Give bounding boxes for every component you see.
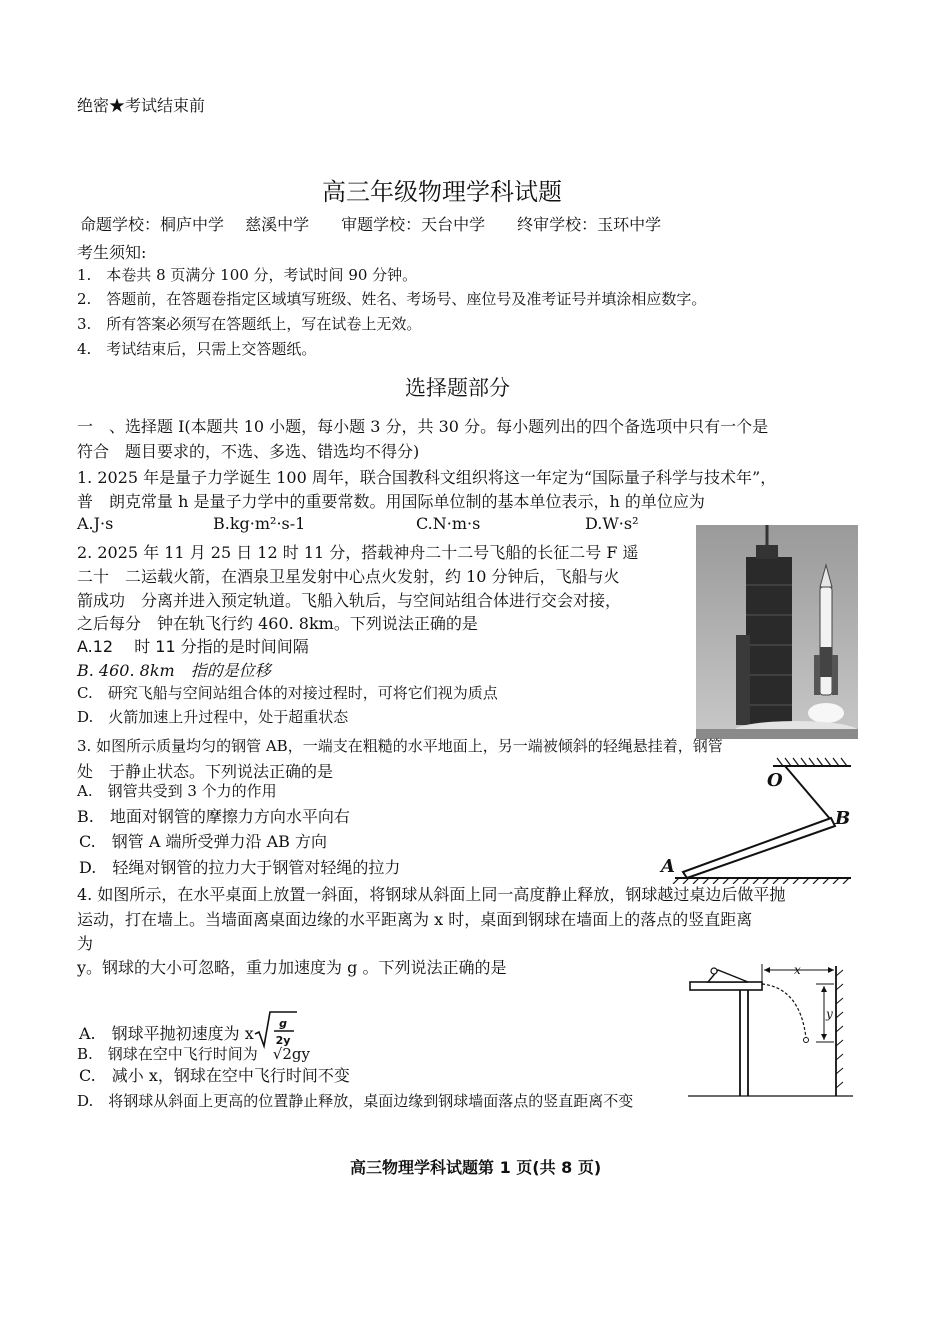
q3-option-d: D. 轻绳对钢管的拉力大于钢管对轻绳的拉力 bbox=[79, 858, 401, 877]
q1-option-b: B.kg·m²·s-1 bbox=[213, 514, 306, 533]
label-y: y bbox=[826, 1007, 833, 1021]
q4-stem-line: 为 bbox=[77, 934, 94, 953]
label-o: O bbox=[767, 770, 783, 791]
q2-option-c: C. 研究飞船与空间站组合体的对接过程时，可将它们视为质点 bbox=[77, 684, 498, 702]
notice-heading: 考生须知: bbox=[77, 243, 147, 262]
q4-option-a-text: A. 钢球平抛初速度为 x bbox=[79, 1023, 254, 1043]
label-b: B bbox=[835, 808, 851, 829]
q2-option-d: D. 火箭加速上升过程中，处于超重状态 bbox=[77, 708, 349, 726]
page-footer: 高三物理学科试题第 1 页(共 8 页) bbox=[350, 1158, 602, 1177]
label-a: A bbox=[661, 856, 675, 877]
steel-pipe-diagram bbox=[655, 754, 855, 884]
q3-stem-line: 3. 如图所示质量均匀的钢管 AB，一端支在粗糙的水平地面上，另一端被倾斜的轻绳悬挂着，钢管 bbox=[77, 737, 723, 755]
q4-stem-line: y。钢球的大小可忽略，重力加速度为 g 。下列说法正确的是 bbox=[77, 958, 507, 977]
notice-item: 3. 所有答案必须写在答题纸上，写在试卷上无效。 bbox=[77, 315, 422, 333]
q2-option-b: B. 460. 8km 指的是位移 bbox=[77, 661, 271, 680]
q1-stem-line: 1. 2025 年是量子力学诞生 100 周年，联合国教科文组织将这一年定为“国际量子科学与技术年”， bbox=[77, 468, 777, 487]
notice-item: 2. 答题前，在答题卷指定区域填写班级、姓名、考场号、座位号及准考证号并填涂相应数字。 bbox=[77, 290, 707, 308]
q4-option-c: C. 减小 x，钢球在空中飞行时间不变 bbox=[79, 1066, 350, 1085]
projectile-diagram bbox=[688, 960, 853, 1100]
school-info: 命题学校：桐庐中学 慈溪中学 审题学校：天台中学 终审学校：玉环中学 bbox=[80, 215, 662, 234]
label-x: x bbox=[794, 963, 801, 977]
confidential-mark: 绝密★考试结束前 bbox=[77, 96, 206, 115]
sqrt-numerator: g bbox=[278, 1017, 287, 1030]
q3-option-a: A. 钢管共受到 3 个力的作用 bbox=[77, 782, 277, 800]
q3-option-c: C. 钢管 A 端所受弹力沿 AB 方向 bbox=[79, 832, 327, 851]
q2-stem-line: 2. 2025 年 11 月 25 日 12 时 11 分，搭载神舟二十二号飞船的长征二号 F 遥 bbox=[77, 543, 639, 562]
q1-option-a: A.J·s bbox=[77, 514, 114, 533]
q2-stem-line: 箭成功 分离并进入预定轨道。飞船入轨后，与空间站组合体进行交会对接， bbox=[77, 591, 622, 610]
q2-stem-line: 之后每分 钟在轨飞行约 460. 8km。下列说法正确的是 bbox=[77, 614, 478, 633]
q4-stem-line: 运动，打在墙上。当墙面离桌面边缘的水平距离为 x 时，桌面到钢球在墙面上的落点的竖直距离 bbox=[77, 910, 753, 929]
rocket-launch-photo bbox=[696, 525, 858, 739]
q4-option-b: B. 钢球在空中飞行时间为 √2gy bbox=[77, 1045, 310, 1063]
notice-item: 4. 考试结束后，只需上交答题纸。 bbox=[77, 340, 317, 358]
q4-stem-line: 4. 如图所示，在水平桌面上放置一斜面，将钢球从斜面上同一高度静止释放，钢球越过桌边后做平抛 bbox=[77, 885, 786, 904]
instructions-line: 一 、选择题 I(本题共 10 小题，每小题 3 分，共 30 分。每小题列出的四个备选项中只有一个是 bbox=[77, 417, 769, 436]
q2-option-a: A.12 时 11 分指的是时间间隔 bbox=[77, 637, 309, 656]
page-title: 高三年级物理学科试题 bbox=[322, 178, 562, 206]
section-title: 选择题部分 bbox=[405, 376, 510, 400]
q3-option-b: B. 地面对钢管的摩擦力方向水平向右 bbox=[77, 807, 350, 826]
q2-stem-line: 二十 二运载火箭，在酒泉卫星发射中心点火发射，约 10 分钟后，飞船与火 bbox=[77, 567, 620, 586]
q1-option-d: D.W·s² bbox=[585, 514, 639, 533]
q1-stem-line: 普 朗克常量 h 是量子力学中的重要常数。用国际单位制的基本单位表示，h 的单位应为 bbox=[77, 492, 705, 511]
q3-stem-line: 处 于静止状态。下列说法正确的是 bbox=[77, 762, 334, 781]
q4-option-d: D. 将钢球从斜面上更高的位置静止释放，桌面边缘到钢球墙面落点的竖直距离不变 bbox=[77, 1092, 634, 1110]
sqrt-denominator: 2y bbox=[275, 1034, 291, 1047]
instructions-line: 符合 题目要求的，不选、多选、错选均不得分) bbox=[77, 442, 420, 461]
q1-option-c: C.N·m·s bbox=[416, 514, 481, 533]
notice-item: 1. 本卷共 8 页满分 100 分，考试时间 90 分钟。 bbox=[77, 266, 418, 284]
